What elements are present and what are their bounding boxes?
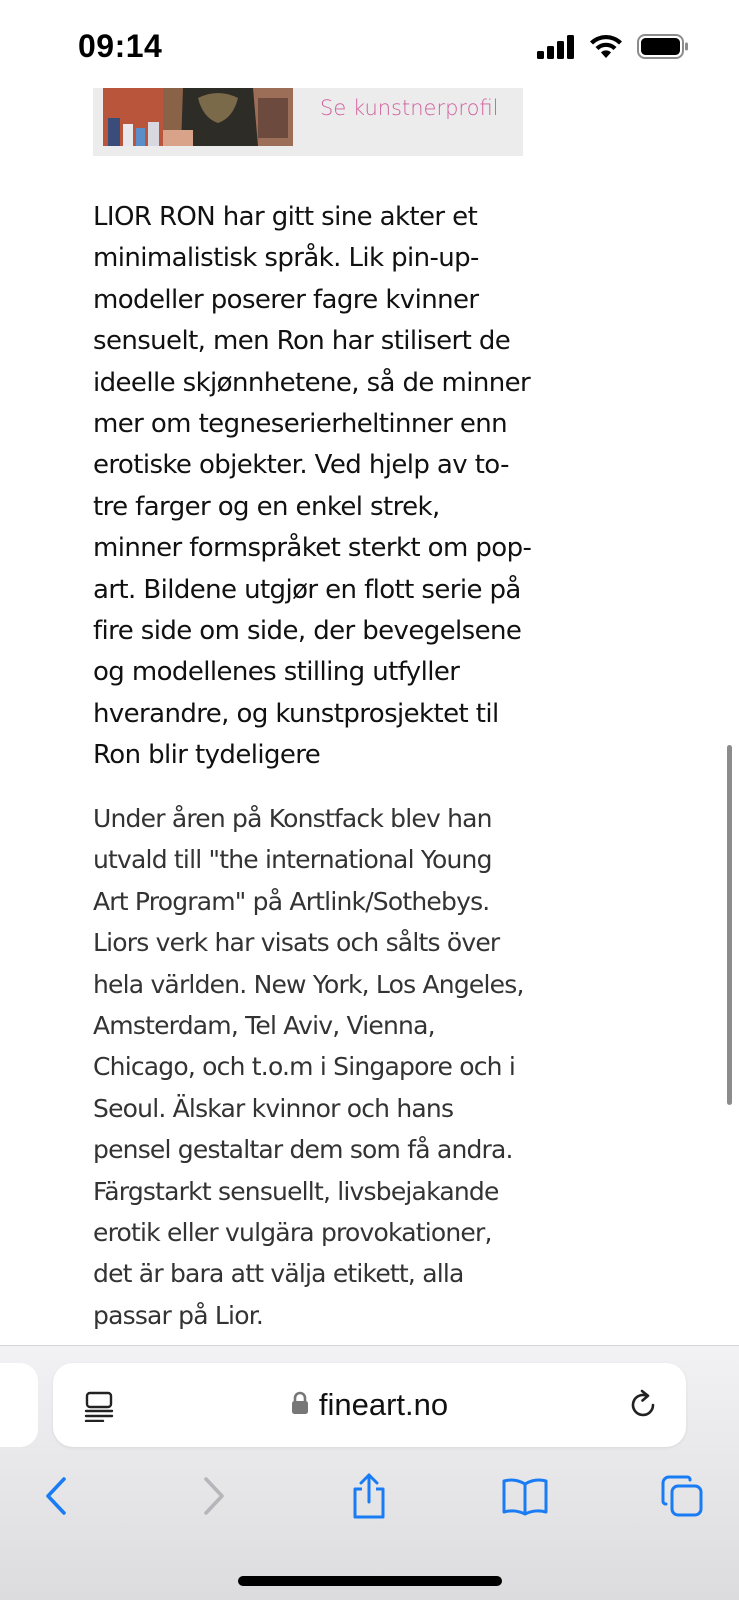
bookmarks-icon[interactable] (501, 1476, 549, 1521)
back-icon[interactable] (43, 1476, 69, 1521)
tabs-icon[interactable] (660, 1474, 704, 1523)
article-intro-paragraph: LIOR RON har gitt sine akter et minimalistisk språk. Lik pin-up-modeller poserer fagre kvinner sensuelt, men Ron har stilisert de ideelle skjønnhetene, så de minner mer om tegneserierheltinner enn erotiske objekter. Ved hjelp av to-tre farger og en enkel strek, minner formspråket sterkt om pop-art. Bildene utgjør en flott serie på fire side om side, der bevegelsene og modellenes stilling utfyller hverandre, og kunstprosjektet til Ron blir tydeligere (93, 202, 532, 771)
status-bar (0, 0, 739, 88)
share-button[interactable] (339, 1468, 399, 1528)
address-bar[interactable] (53, 1363, 686, 1447)
cellular-signal-icon (537, 35, 575, 64)
back-button[interactable] (26, 1468, 86, 1528)
home-indicator[interactable] (238, 1576, 502, 1586)
forward-icon[interactable] (201, 1476, 227, 1521)
artist-photo[interactable] (103, 88, 293, 146)
artist-card[interactable] (93, 88, 523, 156)
article-body-paragraph: Under åren på Konstfack blev han utvald till "the international Young Art Program" på Artlink/Sothebys. Liors verk har visats och sålts över hela världen. New York, Los Angeles, Amsterdam, Tel Aviv, Vienna, Chicago, och t.o.m i Singapore och i Seoul. Älskar kvinnor och hans pensel gestaltar dem som få andra. Färgstarkt sensuellt, livsbejakande erotik eller vulgära provokationer, det är bara att välja etikett, alla passar på Lior. (93, 804, 524, 1330)
status-time: 09:14 (78, 28, 163, 64)
reader-page-menu-icon[interactable] (83, 1390, 115, 1427)
wifi-icon (589, 34, 623, 64)
browser-toolbar (0, 1468, 739, 1548)
scroll-indicator[interactable] (727, 745, 732, 1105)
tabs-button[interactable] (652, 1468, 712, 1528)
share-icon[interactable] (349, 1472, 389, 1525)
bookmarks-button[interactable] (495, 1468, 555, 1528)
battery-icon (637, 34, 689, 64)
url-text[interactable]: fineart.no (318, 1387, 449, 1422)
previous-tab-preview[interactable] (0, 1363, 38, 1447)
artist-profile-link[interactable]: Se kunstnerprofil (320, 96, 499, 120)
status-icons (537, 34, 689, 64)
url-display[interactable] (53, 1363, 686, 1447)
browser-bottom-bar (0, 1345, 739, 1600)
forward-button[interactable] (184, 1468, 244, 1528)
lock-icon (291, 1391, 309, 1420)
reload-icon[interactable] (626, 1388, 660, 1427)
